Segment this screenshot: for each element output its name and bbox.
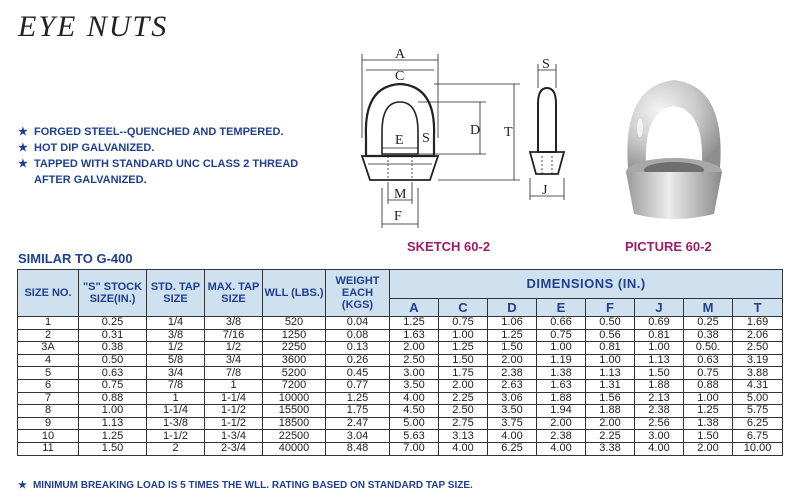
table-cell: 1.00 xyxy=(537,342,586,355)
table-cell: 3/4 xyxy=(205,354,263,367)
table-cell: 1.50 xyxy=(635,367,684,380)
table-cell: 1.25 xyxy=(390,317,439,330)
table-cell: 1.19 xyxy=(537,354,586,367)
table-cell: 3A xyxy=(18,342,79,355)
table-cell: 15500 xyxy=(263,405,326,418)
table-cell: 1.13 xyxy=(79,417,147,430)
table-cell: 1250 xyxy=(263,329,326,342)
table-cell: 2.50 xyxy=(390,354,439,367)
table-cell: 8.48 xyxy=(326,442,390,455)
star-icon: ★ xyxy=(18,142,28,154)
table-cell: 1.38 xyxy=(537,367,586,380)
table-cell: 1.63 xyxy=(537,379,586,392)
table-cell: 6.25 xyxy=(733,417,783,430)
table-cell: 6.75 xyxy=(733,430,783,443)
table-cell: 1 xyxy=(18,317,79,330)
header-wll: WLL (LBS.) xyxy=(263,270,326,317)
page-title: EYE NUTS xyxy=(18,10,169,43)
table-cell: 3/8 xyxy=(205,317,263,330)
table-cell: 3.00 xyxy=(635,430,684,443)
table-cell: 3.19 xyxy=(733,354,783,367)
header-dim-a: A xyxy=(390,299,439,317)
side-label-s: S xyxy=(542,57,550,72)
table-cell: 0.13 xyxy=(326,342,390,355)
table-cell: 1.25 xyxy=(439,342,488,355)
table-cell: 1.63 xyxy=(390,329,439,342)
table-cell: 18500 xyxy=(263,417,326,430)
table-cell: 1-1/4 xyxy=(147,405,205,418)
dim-label-e: E xyxy=(395,133,404,148)
table-cell: 1.25 xyxy=(326,392,390,405)
table-cell: 0.63 xyxy=(684,354,733,367)
table-cell: 2.38 xyxy=(488,367,537,380)
table-cell: 1 xyxy=(205,379,263,392)
header-size-no: SIZE NO. xyxy=(18,270,79,317)
header-dim-e: E xyxy=(537,299,586,317)
table-cell: 1.00 xyxy=(439,329,488,342)
table-cell: 0.69 xyxy=(635,317,684,330)
table-cell: 7/16 xyxy=(205,329,263,342)
table-cell: 1.75 xyxy=(439,367,488,380)
dim-label-c: C xyxy=(395,69,405,84)
table-cell: 3.04 xyxy=(326,430,390,443)
table-cell: 1.50 xyxy=(79,442,147,455)
table-cell: 4.00 xyxy=(635,442,684,455)
table-cell: 2.56 xyxy=(635,417,684,430)
table-cell: 5200 xyxy=(263,367,326,380)
table-cell: 1/2 xyxy=(205,342,263,355)
table-row xyxy=(18,329,783,342)
table-cell: 3.88 xyxy=(733,367,783,380)
table-cell: 1.88 xyxy=(635,379,684,392)
feature-list xyxy=(18,124,298,188)
table-cell: 1.88 xyxy=(537,392,586,405)
header-weight: WEIGHT EACH (KGS) xyxy=(326,270,390,317)
table-cell: 2.06 xyxy=(733,329,783,342)
dim-label-d: D xyxy=(470,123,481,138)
table-cell: 1.00 xyxy=(586,354,635,367)
star-icon: ★ xyxy=(18,158,28,170)
dim-label-f: F xyxy=(394,209,402,224)
table-cell: 1/4 xyxy=(147,317,205,330)
table-cell: 0.50 xyxy=(79,354,147,367)
header-dim-d: D xyxy=(488,299,537,317)
table-cell: 11 xyxy=(18,442,79,455)
table-cell: 9 xyxy=(18,417,79,430)
table-cell: 0.66 xyxy=(537,317,586,330)
table-cell: 2.25 xyxy=(439,392,488,405)
table-cell: 1.00 xyxy=(79,405,147,418)
table-cell: 4.00 xyxy=(488,430,537,443)
table-cell: 0.56 xyxy=(586,329,635,342)
star-icon: ★ xyxy=(18,480,27,491)
table-row xyxy=(18,317,783,330)
table-cell: 1-3/4 xyxy=(205,430,263,443)
table-cell: 0.25 xyxy=(79,317,147,330)
table-cell: 2.63 xyxy=(488,379,537,392)
table-cell: 1.25 xyxy=(79,430,147,443)
table-row xyxy=(18,367,783,380)
table-cell: 1-1/4 xyxy=(205,392,263,405)
table-cell: 1.69 xyxy=(733,317,783,330)
table-cell: 6.25 xyxy=(488,442,537,455)
table-cell: 4.50 xyxy=(390,405,439,418)
header-std-tap: STD. TAP SIZE xyxy=(147,270,205,317)
eye-nut-sketch xyxy=(352,48,582,238)
table-cell: 3/8 xyxy=(147,329,205,342)
table-cell: 1.06 xyxy=(488,317,537,330)
dim-label-t: T xyxy=(504,125,513,140)
table-cell: 2.47 xyxy=(326,417,390,430)
table-cell: 0.75 xyxy=(684,367,733,380)
table-cell: 2.00 xyxy=(684,442,733,455)
table-cell: 1-1/2 xyxy=(205,417,263,430)
table-cell: 5.63 xyxy=(390,430,439,443)
table-row xyxy=(18,379,783,392)
table-cell: 1.00 xyxy=(635,342,684,355)
header-dim-t: T xyxy=(733,299,783,317)
table-row xyxy=(18,342,783,355)
table-cell: 2.25 xyxy=(586,430,635,443)
footnote: ★ MINIMUM BREAKING LOAD IS 5 TIMES THE WLL. RATING BASED ON STANDARD TAP SIZE. xyxy=(18,480,473,491)
table-cell: 0.63 xyxy=(79,367,147,380)
table-cell: 10.00 xyxy=(733,442,783,455)
table-cell: 2.13 xyxy=(635,392,684,405)
table-cell: 0.26 xyxy=(326,354,390,367)
table-cell: 7.00 xyxy=(390,442,439,455)
table-cell: 2.00 xyxy=(390,342,439,355)
table-cell: 2.75 xyxy=(439,417,488,430)
table-cell: 3/4 xyxy=(147,367,205,380)
table-cell: 40000 xyxy=(263,442,326,455)
table-cell: 2.00 xyxy=(586,417,635,430)
table-cell: 520 xyxy=(263,317,326,330)
table-cell: 0.75 xyxy=(537,329,586,342)
table-cell: 2-3/4 xyxy=(205,442,263,455)
header-dim-f: F xyxy=(586,299,635,317)
table-cell: 7 xyxy=(18,392,79,405)
dim-label-j: J xyxy=(542,183,548,198)
table-cell: 1-3/8 xyxy=(147,417,205,430)
feature-item: ★ FORGED STEEL--QUENCHED AND TEMPERED. xyxy=(18,126,284,138)
header-dim-c: C xyxy=(439,299,488,317)
table-cell: 1.75 xyxy=(326,405,390,418)
table-cell: 7/8 xyxy=(205,367,263,380)
table-cell: 10 xyxy=(18,430,79,443)
table-cell: 3600 xyxy=(263,354,326,367)
table-cell: 7/8 xyxy=(147,379,205,392)
table-cell: 5 xyxy=(18,367,79,380)
table-cell: 0.50. xyxy=(684,342,733,355)
header-max-tap: MAX. TAP SIZE xyxy=(205,270,263,317)
table-cell: 2.38 xyxy=(537,430,586,443)
header-dimensions: DIMENSIONS (IN.) xyxy=(390,270,783,299)
table-cell: 0.81 xyxy=(635,329,684,342)
table-row xyxy=(18,405,783,418)
table-cell: 22500 xyxy=(263,430,326,443)
table-cell: 0.08 xyxy=(326,329,390,342)
table-row xyxy=(18,392,783,405)
table-cell: 2.38 xyxy=(635,405,684,418)
table-cell: 3.13 xyxy=(439,430,488,443)
table-cell: 0.45 xyxy=(326,367,390,380)
table-cell: 1.38 xyxy=(684,417,733,430)
table-cell: 1.50 xyxy=(439,354,488,367)
table-cell: 4.31 xyxy=(733,379,783,392)
table-cell: 3.00 xyxy=(390,367,439,380)
table-cell: 4.00 xyxy=(390,392,439,405)
header-s-stock: "S" STOCK SIZE(IN.) xyxy=(79,270,147,317)
table-cell: 1.50 xyxy=(684,430,733,443)
table-cell: 5.00 xyxy=(390,417,439,430)
table-cell: 3.50 xyxy=(390,379,439,392)
feature-item: ★ HOT DIP GALVANIZED. xyxy=(18,142,155,154)
table-cell: 0.81 xyxy=(586,342,635,355)
table-cell: 0.25 xyxy=(684,317,733,330)
picture-caption: PICTURE 60-2 xyxy=(625,239,712,254)
table-cell: 0.38 xyxy=(79,342,147,355)
table-cell: 3.50 xyxy=(488,405,537,418)
table-cell: 1-1/2 xyxy=(147,430,205,443)
table-row xyxy=(18,354,783,367)
star-icon: ★ xyxy=(18,126,28,138)
header-dim-m: M xyxy=(684,299,733,317)
table-cell: 8 xyxy=(18,405,79,418)
table-cell: 10000 xyxy=(263,392,326,405)
feature-item: ★ TAPPED WITH STANDARD UNC CLASS 2 THREAD xyxy=(18,158,299,170)
table-cell: 3.06 xyxy=(488,392,537,405)
header-dim-j: J xyxy=(635,299,684,317)
table-cell: 0.88 xyxy=(79,392,147,405)
table-cell: 5.75 xyxy=(733,405,783,418)
table-cell: 7200 xyxy=(263,379,326,392)
table-cell: 0.75 xyxy=(439,317,488,330)
table-cell: 4.00 xyxy=(439,442,488,455)
spec-table-body xyxy=(18,317,783,456)
table-cell: 4 xyxy=(18,354,79,367)
table-cell: 2.50 xyxy=(439,405,488,418)
table-cell: 2 xyxy=(18,329,79,342)
table-cell: 0.31 xyxy=(79,329,147,342)
table-cell: 1.13 xyxy=(586,367,635,380)
spec-table xyxy=(17,269,783,456)
table-cell: 0.88 xyxy=(684,379,733,392)
table-cell: 0.50 xyxy=(586,317,635,330)
table-cell: 1.13 xyxy=(635,354,684,367)
table-cell: 1.88 xyxy=(586,405,635,418)
table-cell: 2.00 xyxy=(537,417,586,430)
feature-item-continued: AFTER GALVANIZED. xyxy=(34,174,147,186)
table-cell: 1.94 xyxy=(537,405,586,418)
table-cell: 1-1/2 xyxy=(205,405,263,418)
table-cell: 2.00 xyxy=(439,379,488,392)
table-cell: 0.38 xyxy=(684,329,733,342)
sketch-caption: SKETCH 60-2 xyxy=(407,239,491,254)
table-cell: 3.75 xyxy=(488,417,537,430)
table-cell: 6 xyxy=(18,379,79,392)
table-row xyxy=(18,417,783,430)
table-cell: 1.25 xyxy=(684,405,733,418)
eye-nut-picture xyxy=(618,68,730,228)
table-cell: 4.00 xyxy=(537,442,586,455)
table-cell: 1.50 xyxy=(488,342,537,355)
table-cell: 0.04 xyxy=(326,317,390,330)
dim-label-m: M xyxy=(394,187,407,202)
table-cell: 1.25 xyxy=(488,329,537,342)
table-cell: 1.56 xyxy=(586,392,635,405)
table-cell: 1.00 xyxy=(684,392,733,405)
table-row xyxy=(18,430,783,443)
dim-label-a: A xyxy=(395,48,406,62)
table-cell: 2.00 xyxy=(488,354,537,367)
table-cell: 0.77 xyxy=(326,379,390,392)
table-cell: 5.00 xyxy=(733,392,783,405)
table-cell: 1/2 xyxy=(147,342,205,355)
table-cell: 0.75 xyxy=(79,379,147,392)
table-cell: 2250 xyxy=(263,342,326,355)
dim-label-s: S xyxy=(422,131,430,146)
table-row xyxy=(18,442,783,455)
table-cell: 2 xyxy=(147,442,205,455)
similar-to-label: SIMILAR TO G-400 xyxy=(18,251,133,266)
table-cell: 5/8 xyxy=(147,354,205,367)
table-cell: 3.38 xyxy=(586,442,635,455)
table-cell: 1.31 xyxy=(586,379,635,392)
table-cell: 1 xyxy=(147,392,205,405)
table-cell: 2.50 xyxy=(733,342,783,355)
